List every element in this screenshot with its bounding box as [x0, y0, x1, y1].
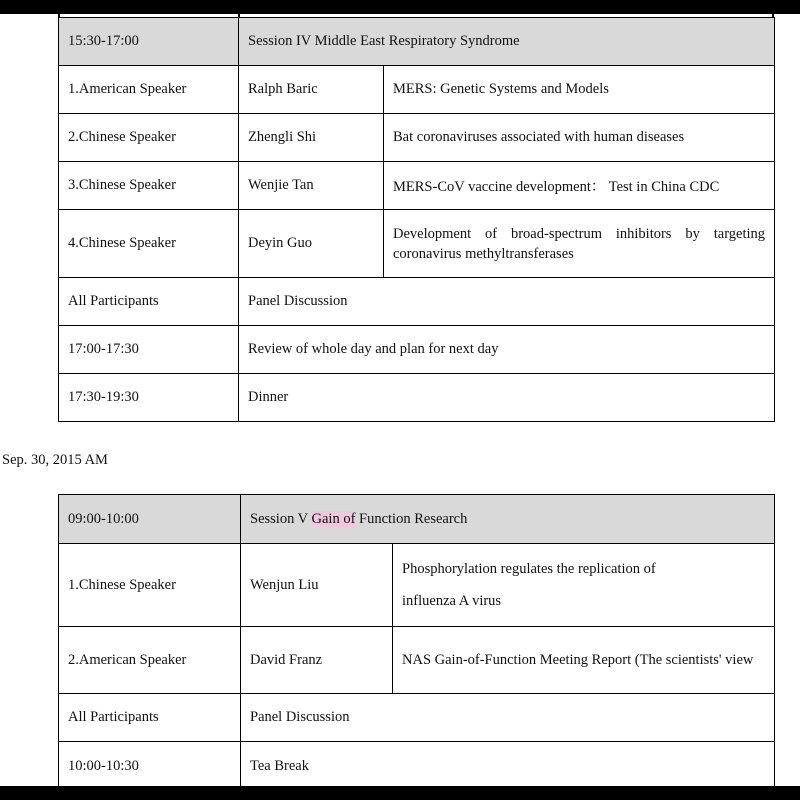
role-cell: 4.Chinese Speaker [59, 210, 239, 278]
activity-cell: Panel Discussion [241, 694, 775, 742]
speaker-cell: Zhengli Shi [239, 114, 384, 162]
date-heading: Sep. 30, 2015 AM [2, 452, 108, 468]
session-title: Session IV Middle East Respiratory Syndrome [239, 18, 775, 66]
speaker-cell: Ralph Baric [239, 66, 384, 114]
topic-cell: MERS: Genetic Systems and Models [384, 66, 775, 114]
topic-cell: Bat coronaviruses associated with human diseases [384, 114, 775, 162]
table-row [59, 495, 775, 544]
activity-cell: Dinner [239, 374, 775, 422]
speaker-cell: Wenjie Tan [239, 162, 384, 210]
topic-cell [393, 544, 775, 627]
table-row [59, 278, 775, 326]
session-v-table [58, 494, 775, 792]
session-iv-table [58, 17, 775, 422]
role-cell: 1.American Speaker [59, 66, 239, 114]
table-row [59, 627, 775, 694]
table-row [59, 742, 775, 792]
title-part: Session V [250, 510, 312, 527]
table-row [59, 114, 775, 162]
table-row [59, 326, 775, 374]
time-cell: 09:00-10:00 [59, 495, 241, 544]
bottom-black-bar [0, 786, 800, 800]
speaker-cell: Wenjun Liu [241, 544, 393, 627]
table-row [59, 374, 775, 422]
highlighted-text: Gain of [311, 510, 356, 527]
top-black-bar [0, 0, 800, 14]
table-row [59, 18, 775, 66]
role-cell: 1.Chinese Speaker [59, 544, 241, 627]
time-cell: 17:00-17:30 [59, 326, 239, 374]
table-row [59, 162, 775, 210]
time-cell: 17:30-19:30 [59, 374, 239, 422]
session-title [241, 495, 775, 544]
table-row [59, 66, 775, 114]
topic-cell: Development of broad-spectrum inhibitors by targeting coronavirus methyltransferases [384, 210, 775, 278]
time-cell: 15:30-17:00 [59, 18, 239, 66]
role-cell: All Participants [59, 694, 241, 742]
activity-cell: Tea Break [241, 742, 775, 792]
speaker-cell: David Franz [241, 627, 393, 694]
table-row [59, 694, 775, 742]
activity-cell: Review of whole day and plan for next day [239, 326, 775, 374]
speaker-cell: Deyin Guo [239, 210, 384, 278]
role-cell: 2.Chinese Speaker [59, 114, 239, 162]
topic-cell: MERS-CoV vaccine development： Test in China CDC [384, 162, 775, 210]
time-cell: 10:00-10:30 [59, 742, 241, 792]
activity-cell: Panel Discussion [239, 278, 775, 326]
role-cell: 2.American Speaker [59, 627, 241, 694]
role-cell: All Participants [59, 278, 239, 326]
title-part: Function Research [355, 510, 468, 527]
topic-line: influenza A virus [402, 592, 502, 609]
role-cell: 3.Chinese Speaker [59, 162, 239, 210]
table-row [59, 544, 775, 627]
topic-line: Phosphorylation regulates the replication of [402, 560, 656, 577]
table-row [59, 210, 775, 278]
topic-cell: NAS Gain-of-Function Meeting Report (The scientists' view [393, 627, 775, 694]
